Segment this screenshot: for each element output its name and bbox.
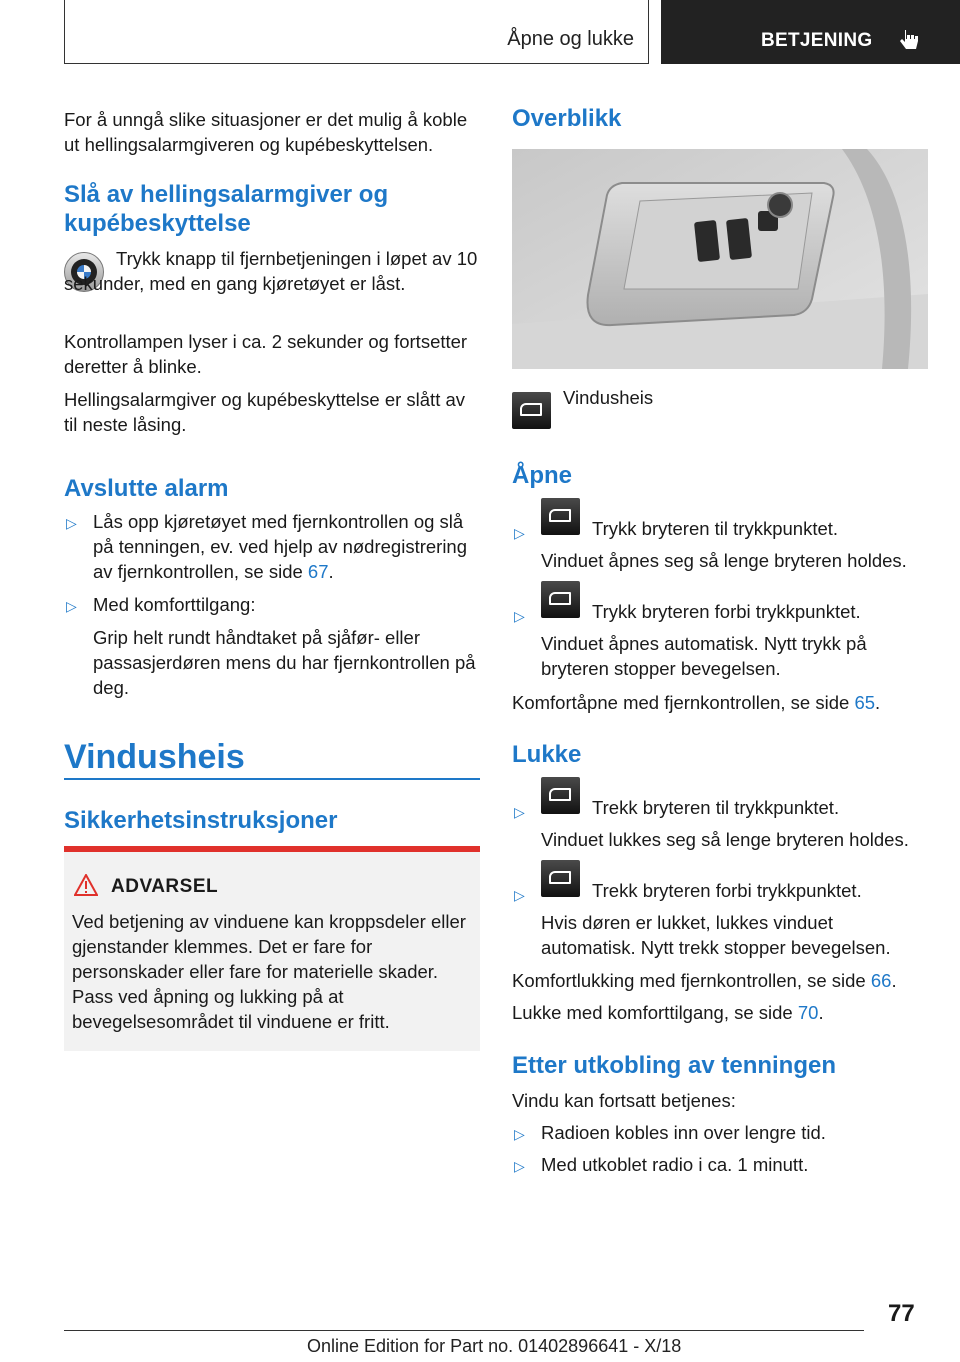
header-section-box xyxy=(64,0,649,64)
window-switch-icon xyxy=(541,581,580,618)
after-intro: Vindu kan fortsatt betjenes: xyxy=(512,1090,736,1111)
open-comfort: Komfortåpne med fjernkontrollen, se side 65. xyxy=(512,692,881,713)
end-item-1: Lås opp kjøretøyet med fjernkontrollen og slå på tenningen, ev. ved hjelp av nødregistrering av fjernkontrollen, se side 67. xyxy=(93,511,468,582)
bullet-icon: ▷ xyxy=(66,515,77,531)
warning-triangle-icon xyxy=(74,874,98,896)
page-link-67[interactable]: 67 xyxy=(307,561,329,582)
heading-rule xyxy=(64,778,480,780)
end-item-2: Med komforttilgang: xyxy=(93,594,256,615)
window-switch-icon xyxy=(541,777,580,814)
heading-window: Vindusheis xyxy=(64,738,245,776)
bullet-icon: ▷ xyxy=(514,887,525,903)
close-item-2: Trekk bryteren forbi trykkpunktet. xyxy=(592,880,862,901)
footer-rule xyxy=(64,1330,864,1331)
window-switch-icon xyxy=(541,860,580,897)
section-title: Åpne og lukke xyxy=(507,28,634,50)
warning-label: ADVARSEL xyxy=(111,876,219,897)
page-link-70[interactable]: 70 xyxy=(797,1002,819,1023)
open-item-1: Trykk bryteren til trykkpunktet. xyxy=(592,518,839,539)
heading-end-alarm: Avslutte alarm xyxy=(64,475,229,502)
after-item-2: Med utkoblet radio i ca. 1 minutt. xyxy=(541,1154,809,1175)
intro-paragraph: For å unngå slike situasjoner er det mulig å koble ut hellingsalarmgiveren og kupébeskyttelsen. xyxy=(64,109,468,155)
close-comfort: Komfortlukking med fjernkontrollen, se side 66. xyxy=(512,970,897,991)
bullet-icon: ▷ xyxy=(514,804,525,820)
heading-after-ignition: Etter utkobling av tenningen xyxy=(512,1052,837,1079)
window-switch-icon xyxy=(541,498,580,535)
bullet-icon: ▷ xyxy=(66,598,77,614)
bullet-icon: ▷ xyxy=(514,525,525,541)
heading-safety: Sikkerhetsinstruksjoner xyxy=(64,807,338,834)
header-chapter-box xyxy=(661,0,960,64)
disable-text: Trykk knapp til fjernbetjeningen i løpet av 10 sekunder, med en gang kjøretøyet er låst. xyxy=(64,248,478,294)
overview-label: Vindusheis xyxy=(563,387,654,408)
bullet-icon: ▷ xyxy=(514,608,525,624)
end-item-2-sub: Grip helt rundt håndtaket på sjåfør- eller passasjerdøren mens du har fjernkontrollen på deg. xyxy=(93,627,476,698)
page-link-66[interactable]: 66 xyxy=(870,970,892,991)
bullet-icon: ▷ xyxy=(514,1158,525,1174)
page-number: 77 xyxy=(888,1300,915,1327)
chapter-title: BETJENING xyxy=(761,30,873,51)
footer-edition: Online Edition for Part no. 01402896641 - X/18 xyxy=(307,1336,682,1356)
window-switch-icon xyxy=(512,392,551,429)
heading-close: Lukke xyxy=(512,741,582,768)
warning-text: Ved betjening av vinduene kan kroppsdeler eller gjenstander klemmes. Det er fare for personskader eller fare for materielle skader. Pass ved åpning og lukking på at bevegelsesområdet til vinduene er fritt. xyxy=(72,911,466,1032)
off-text: Hellingsalarmgiver og kupébeskyttelse er slått av til neste låsing. xyxy=(64,389,466,435)
lamp-text: Kontrollampen lyser i ca. 2 sekunder og fortsetter deretter å blinke. xyxy=(64,331,468,377)
heading-disable: Slå av hellingsalarmgiver og kupébeskyttelse xyxy=(64,181,389,237)
bullet-icon: ▷ xyxy=(514,1126,525,1142)
close-comfort-2: Lukke med komforttilgang, se side 70. xyxy=(512,1002,824,1023)
page-link-65[interactable]: 65 xyxy=(854,692,876,713)
warning-box xyxy=(64,852,480,1051)
close-item-1-sub: Vinduet lukkes seg så lenge bryteren holdes. xyxy=(541,829,909,850)
close-item-2-sub: Hvis døren er lukket, lukkes vinduet automatisk. Nytt trekk stopper bevegelsen. xyxy=(541,912,891,958)
hand-pointer-icon xyxy=(897,28,921,54)
window-switch-photo xyxy=(512,149,928,369)
after-item-1: Radioen kobles inn over lengre tid. xyxy=(541,1122,826,1143)
open-item-2: Trykk bryteren forbi trykkpunktet. xyxy=(592,601,861,622)
heading-open: Åpne xyxy=(512,462,572,489)
close-item-1: Trekk bryteren til trykkpunktet. xyxy=(592,797,840,818)
heading-overview: Overblikk xyxy=(512,105,622,132)
open-item-2-sub: Vinduet åpnes automatisk. Nytt trykk på bryteren stopper bevegelsen. xyxy=(541,633,867,679)
open-item-1-sub: Vinduet åpnes seg så lenge bryteren holdes. xyxy=(541,550,907,571)
